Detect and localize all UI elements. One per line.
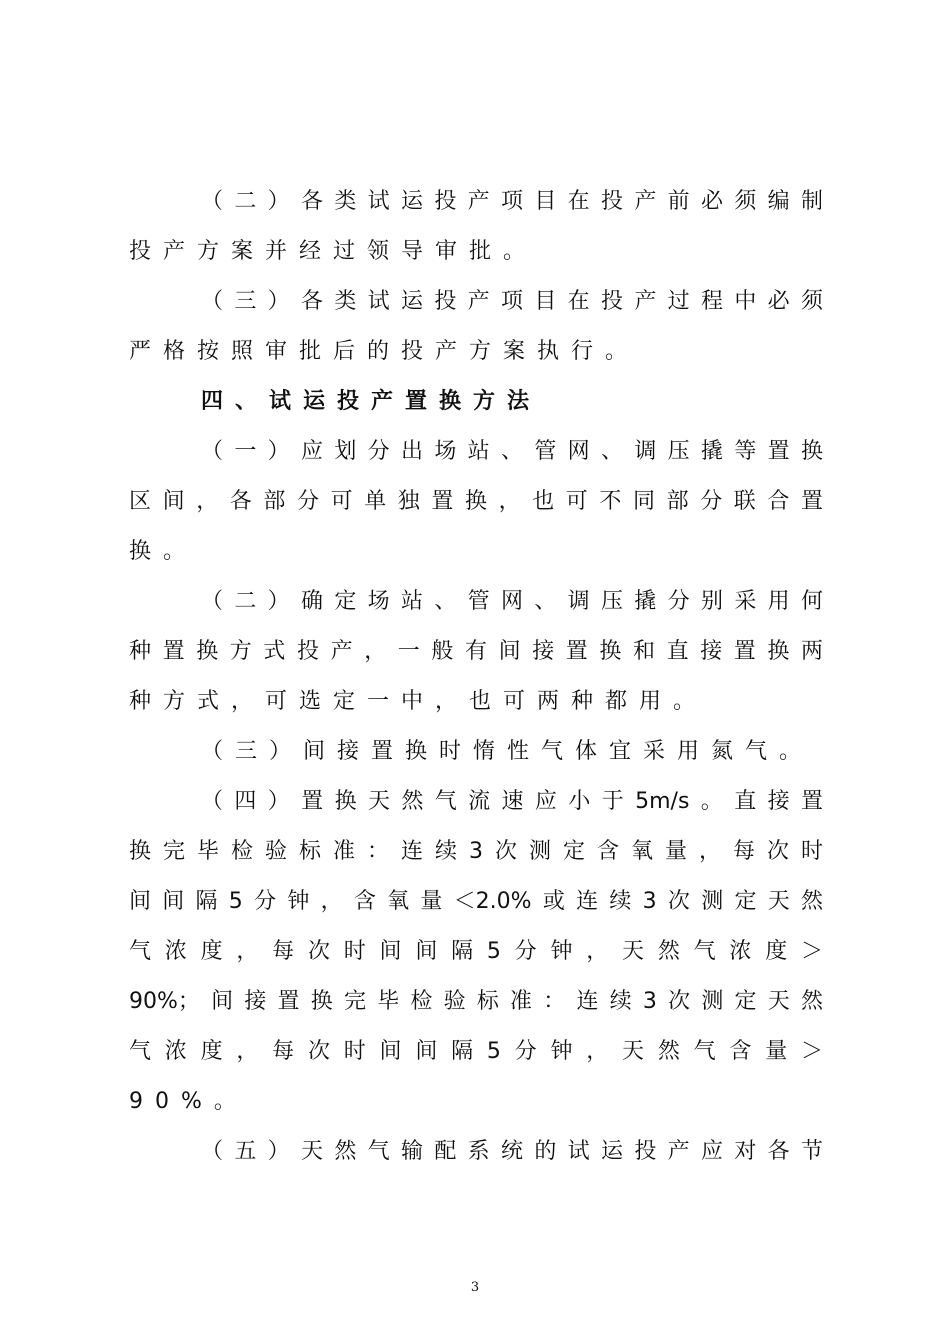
item-1-line-1: （一）应划分出场站、管网、调压撬等置换 [201,439,823,464]
item-1-line-2: 区间，各部分可单独置换，也可不同部分联合置 [129,489,823,514]
item-4-line-1: （四）置换天然气流速应小于5m/s。直接置 [201,789,823,814]
item-4-line-7: 90%。 [129,1089,248,1114]
item-1-line-3: 换。 [129,539,198,564]
item-3-line-1: （三）间接置换时惰性气体宜采用氮气。 [201,739,814,764]
item-4-line-2: 换完毕检验标准：连续3次测定含氧量，每次时 [129,839,823,864]
page-number: 3 [470,1280,480,1295]
item-4-line-3: 间间隔5分钟，含氧量＜2.0%或连续3次测定天然 [129,889,823,914]
item-4-line-6: 气浓度，每次时间间隔5分钟，天然气含量＞ [129,1039,823,1064]
item-2-line-1: （二）确定场站、管网、调压撬分别采用何 [201,589,823,614]
paragraph-2-line-2: 投产方案并经过领导审批。 [129,239,538,264]
item-4-line-5: 90%；间接置换完毕检验标准：连续3次测定天然 [129,989,823,1014]
paragraph-3-line-2: 严格按照审批后的投产方案执行。 [129,339,640,364]
item-2-line-2: 种置换方式投产，一般有间接置换和直接置换两 [129,639,823,664]
paragraph-2-line-1: （二）各类试运投产项目在投产前必须编制 [201,189,823,214]
item-5-line-1: （五）天然气输配系统的试运投产应对各节 [201,1139,823,1164]
paragraph-3-line-1: （三）各类试运投产项目在投产过程中必须 [201,289,823,314]
item-4-line-4: 气浓度，每次时间间隔5分钟，天然气浓度＞ [129,939,823,964]
item-2-line-3: 种方式，可选定一中，也可两种都用。 [129,689,708,714]
section-heading-4: 四、试运投产置换方法 [201,389,542,414]
